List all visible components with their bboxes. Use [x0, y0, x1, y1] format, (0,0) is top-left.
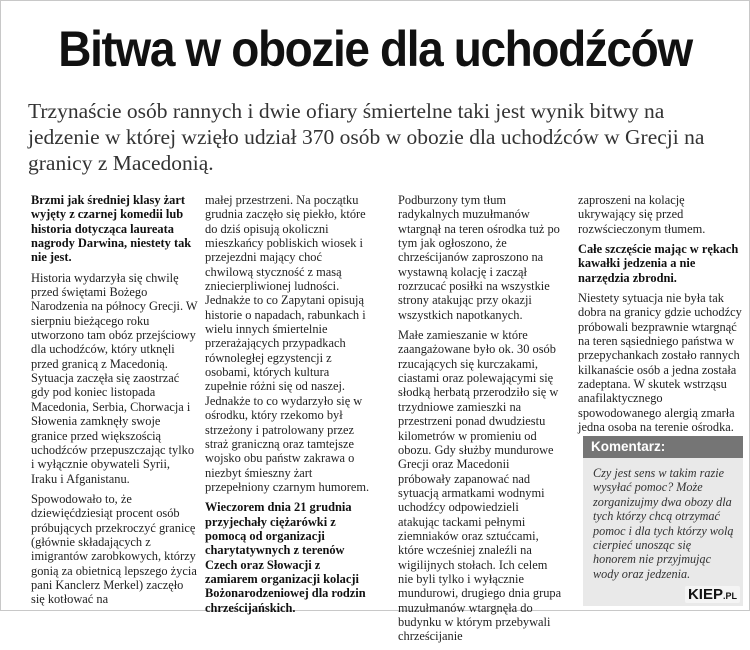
column-1	[31, 193, 198, 613]
comment-title: Komentarz:	[583, 436, 743, 458]
paragraph: Małe zamieszanie w które zaangażowane było ok. 30 osób rzucających się kurczakami, ciastami oraz polewającymi się słodką herbatą przerodziło się w trzydniowe zamieszki na przestrzeni ponad dwudziestu kilometrów w promieniu od obozu. Gdy służby mundurowe Grecji oraz Macedonii próbowały zapanować nad sytuacją armatkami wodnymi uchodźcy odpowiedzieli atakując tackami pełnymi ziemniaków oraz sztućcami, które wcześniej znaleźli na wigilijnych stołach. Ich celem nie byli tylko i wyłącznie mundurowi, drugiego dnia grupa muzułmanów wtargnęła do budynku w którym przebywali chrześcijanie	[398, 328, 562, 644]
lead-paragraph: Trzynaście osób rannych i dwie ofiary śmiertelne taki jest wynik bitwy na jedzenie w której wzięło udział 370 osób w obozie dla uchodźców w Grecji na granicy z Macedonią.	[28, 99, 705, 175]
logo-suffix: .PL	[722, 591, 737, 601]
paragraph: Historia wydarzyła się chwilę przed świętami Bożego Narodzenia na północy Grecji. W sierpniu bieżącego roku utworzono tam obóz przejściowy dla uchodźców, który utknęli przed granicą z Macedonią. Sytuacja zaczęła się zaostrzać gdy pod koniec listopada Macedonia, Serbia, Chorwacja i Słowenia zamknęły swoje granice przed większością uchodźców przepuszczając tylko i wyłącznie obywateli Syrii, Iraku i Afganistanu.	[31, 270, 198, 486]
column-4	[578, 193, 743, 441]
subhead-bold: Wieczorem dnia 21 grudnia przyjechały ciężarówki z pomocą od organizacji charytatywnych z terenów Czech oraz Słowacji z zamiarem organizacji kolacji Bożonarodzeniowej dla rodzin chrześcijańskich.	[205, 500, 366, 615]
kiep-logo	[685, 586, 740, 603]
paragraph: Spowodowało to, że dziewięćdziesiąt procent osób próbujących przekroczyć granicę (głównie składających z imigrantów zarobkowych, którzy gonią za obietnicą lepszego życia pani Kanclerz Merkel) zaczęło się kotłować na	[31, 491, 197, 607]
comment-box	[583, 436, 743, 606]
column-2	[205, 193, 371, 621]
paragraph: Niestety sytuacja nie była tak dobra na granicy gdzie uchodźcy próbowali bezprawnie wtargnąć na teren sąsiedniego państwa w przepychankach zostało rannych kilkanaście osób a jedna została zadeptana. W skutek wstrząsu anafilaktycznego spowodowanego alergią zmarła jedna osoba na terenie ośrodka.	[578, 291, 742, 435]
paragraph: małej przestrzeni. Na początku grudnia zaczęło się piekło, które do dziś opisują okoliczni mieszkańcy pobliskich wiosek i przejezdni mający choć chwilową styczność z masą zniecierpliwionej ludności. Jednakże to co Zapytani opisują historie o napadach, rabunkach i wielu innych śmiertelnie przerażających przypadkach równoległej egzystencji z osobami, których kultura zupełnie różni się od naszej. Jednakże to co wydarzyło się w ośrodku, który rzekomo był strzeżony i patrolowany przez straż graniczną oraz tamtejsze wojsko obu państw zakrawa o niezbyt śmieszny żart przepełniony czarnym humorem.	[205, 193, 370, 494]
logo-main: KIEP	[687, 586, 723, 603]
headline: Bitwa w obozie dla uchodźców	[58, 21, 692, 77]
paragraph: zaproszeni na kolację ukrywający się przed rozwścieczonym tłumem.	[578, 193, 706, 236]
comment-text: Czy jest sens w takim razie wysyłać pomoc? Może zorganizujmy dwa obozy dla tych którzy chcą otrzymać pomoc i dla tych którzy wolą cierpieć unosząc się honorem nie przyjmując wody oraz jedzenia.	[593, 466, 734, 581]
intro-bold: Brzmi jak średniej klasy żart wyjęty z czarnej komedii lub historia dotycząca laureata nagrody Darwina, niestety tak nie jest.	[31, 193, 192, 265]
column-3	[398, 193, 563, 650]
paragraph: Podburzony tym tłum radykalnych muzułmanów wtargnął na teren ośrodka tuż po tym jak ogłoszono, że chrześcijanów zaproszono na wystawną kolację i zaczął rozrzucać posiłki na wszystkie strony atakując przy okazji wszystkich napotkanych.	[398, 193, 560, 322]
subhead-bold: Całe szczęście mając w rękach kawałki jedzenia a nie narzędzia zbrodni.	[578, 242, 739, 285]
